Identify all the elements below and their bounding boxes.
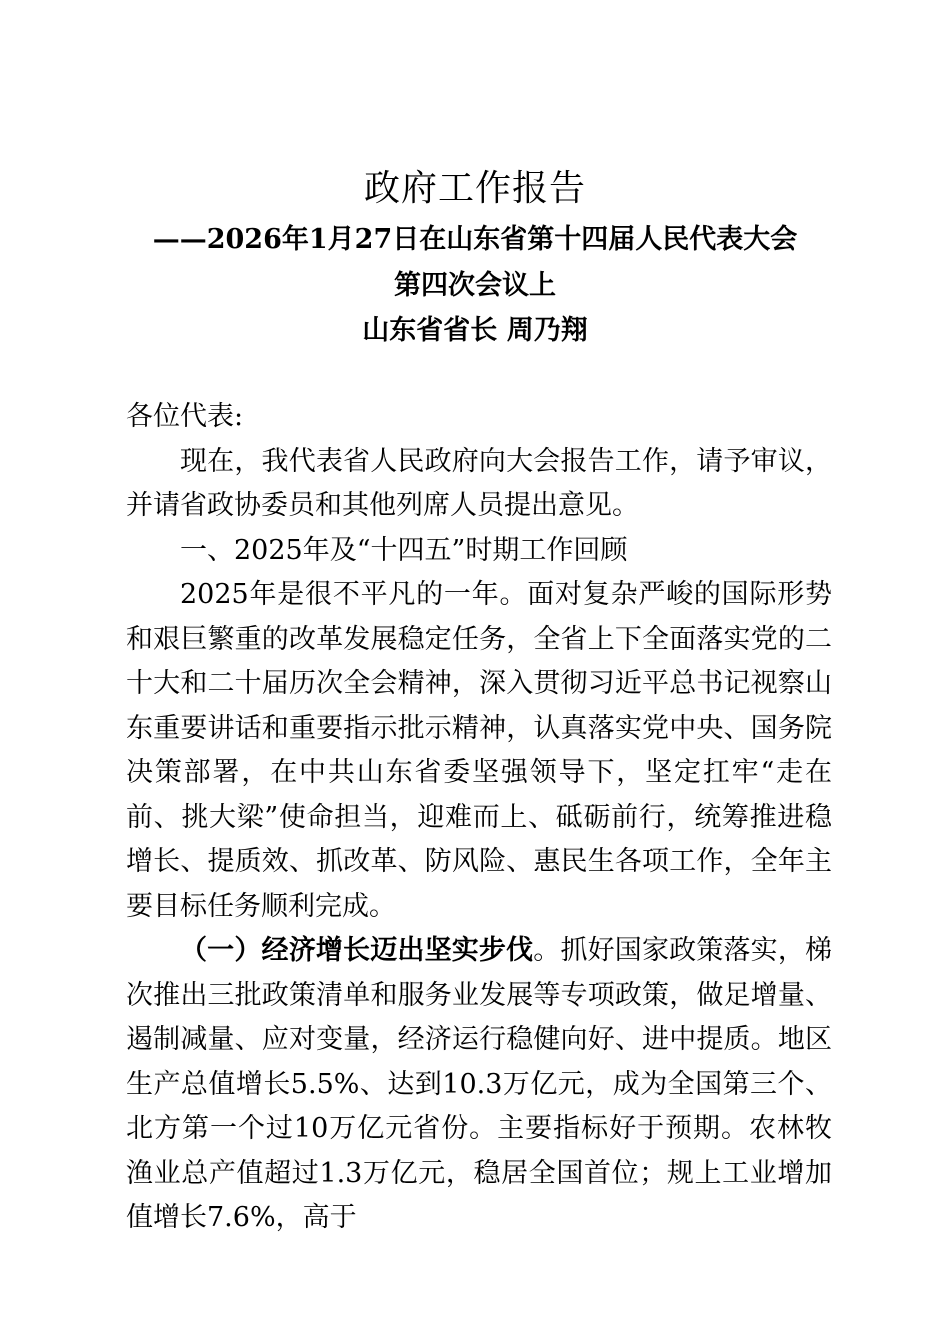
section-heading: 一、2025年及“十四五”时期工作回顾 bbox=[180, 534, 628, 566]
paragraph-review: 2025年是很不平凡的一年。面对复杂严峻的国际形势和艰巨繁重的改革发展稳定任务，全省上下全面落实党的二十大和二十届历次全会精神，深入贯彻习近平总书记视察山东重要讲话和重要指示批示精神，认真落实党中央、国务院决策部署，在中共山东省委坚强领导下，坚定扛牢“走在前、挑大梁”使命担当，迎难而上、砥砺前行，统筹推进稳增长、提质效、抓改革、防风险、惠民生各项工作，全年主要目标任务顺利完成。 bbox=[126, 579, 832, 922]
paragraph-intro: 现在，我代表省人民政府向大会报告工作，请予审议，并请省政协委员和其他列席人员提出意见。 bbox=[126, 445, 832, 521]
document-author: 山东省省长 周乃翔 bbox=[362, 315, 588, 346]
document-subtitle-date: ——2026年1月27日在山东省第十四届人民代表大会 bbox=[152, 224, 798, 255]
paragraph-growth-body: 抓好国家政策落实，梯次推出三批政策清单和服务业发展等专项政策，做足增量、遏制减量、应对变量，经济运行稳健向好、进中提质。地区生产总值增长5.5%、达到10.3万亿元，成为全国第三个、北方第一个过10万亿元省份。主要指标好于预期。农林牧渔业总产值超过1.3万亿元，稳居全国首位；规上工业增加值增长7.6%，高于 bbox=[126, 935, 833, 1233]
document-subtitle-meeting: 第四次会议上 bbox=[394, 270, 556, 301]
document-title: 政府工作报告 bbox=[363, 168, 586, 209]
paragraph-growth bbox=[126, 929, 832, 1241]
paragraph-growth-heading: （一）经济增长迈出坚实步伐 bbox=[180, 935, 534, 966]
salutation: 各位代表: bbox=[126, 401, 244, 432]
document-body bbox=[126, 395, 832, 1241]
paragraph-growth-period: 。 bbox=[533, 935, 561, 966]
